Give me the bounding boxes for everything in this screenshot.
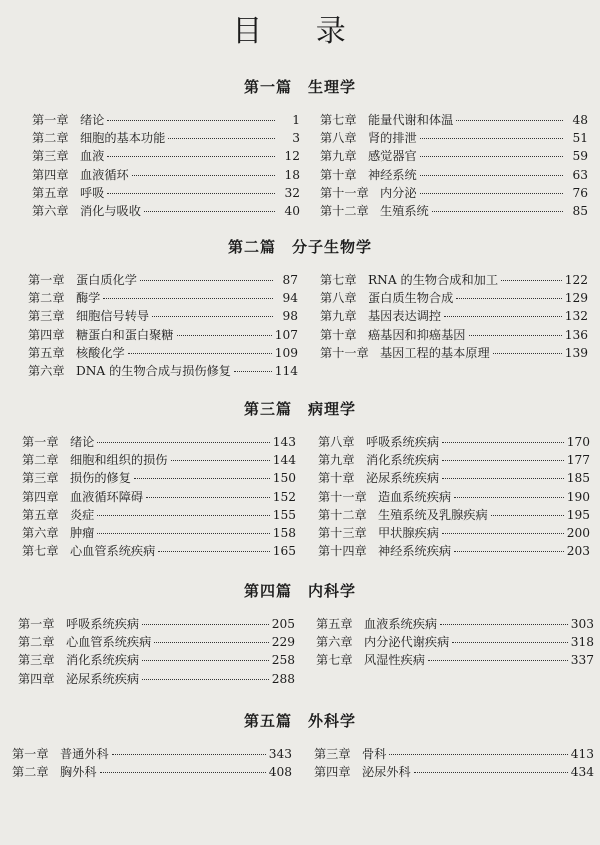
chapter-title: 血液循环	[80, 167, 129, 182]
dot-leader	[442, 460, 564, 461]
toc-entry[interactable]	[28, 362, 298, 380]
toc-entry[interactable]	[22, 451, 296, 469]
chapter-title: 癌基因和抑癌基因	[368, 327, 466, 342]
page-number: 129	[564, 291, 588, 306]
chapter-number: 第四章	[22, 489, 59, 504]
part-section	[0, 580, 600, 715]
chapter-title: 神经系统	[368, 167, 417, 182]
chapter-number: 第十章	[320, 327, 357, 342]
chapter-number: 第五章	[316, 617, 353, 631]
dot-leader	[103, 298, 273, 299]
chapter-title: 蛋白质生物合成	[368, 291, 454, 306]
chapter-number: 第八章	[318, 435, 355, 449]
chapter-title: 心血管系统疾病	[66, 635, 152, 650]
chapter-title: 甲状腺疾病	[378, 525, 439, 540]
right-column	[318, 433, 590, 560]
page-number: 155	[272, 507, 296, 522]
chapter-title: 糖蛋白和蛋白聚糖	[76, 327, 174, 342]
page-number: 177	[566, 453, 590, 468]
toc-entry[interactable]	[28, 271, 298, 289]
dot-leader	[442, 533, 564, 534]
chapter-title: 细胞信号转导	[76, 309, 150, 324]
page-number: 318	[570, 635, 594, 650]
part-title: 第五篇 外科学	[243, 712, 356, 730]
page-number: 144	[272, 453, 296, 468]
page-number: 165	[272, 544, 296, 559]
dot-leader	[456, 298, 561, 299]
chapter-number: 第十一章	[318, 489, 367, 504]
page-number: 3	[292, 131, 300, 146]
chapter-number: 第六章	[32, 203, 69, 218]
page-number: 229	[271, 635, 295, 650]
chapter-number: 第二章	[32, 131, 69, 146]
dot-leader	[420, 175, 563, 176]
chapter-title: 能量代谢和体温	[368, 113, 454, 127]
chapter-title: 绪论	[80, 113, 105, 127]
chapter-title: 血液系统疾病	[364, 617, 438, 631]
dot-leader	[107, 193, 275, 194]
part-title: 第二篇 分子生物学	[227, 238, 372, 256]
page-number: 303	[570, 617, 594, 631]
part-title: 第四篇 内科学	[243, 582, 356, 600]
dot-leader	[142, 660, 269, 661]
toc-entry[interactable]	[32, 111, 300, 129]
chapter-number: 第八章	[320, 291, 357, 306]
chapter-number: 第八章	[320, 131, 357, 146]
toc-entry[interactable]	[12, 763, 292, 781]
dot-leader	[234, 371, 272, 372]
part-columns	[0, 433, 600, 559]
page-number: 205	[271, 617, 295, 631]
chapter-number: 第三章	[22, 471, 59, 486]
chapter-number: 第十一章	[320, 345, 369, 360]
page-number: 150	[272, 471, 296, 486]
chapter-number: 第十章	[320, 167, 357, 182]
chapter-title: 普通外科	[60, 747, 109, 761]
page-number: 170	[566, 435, 590, 449]
dot-leader	[452, 642, 567, 643]
chapter-number: 第六章	[316, 635, 353, 650]
chapter-number: 第七章	[320, 113, 357, 127]
dot-leader	[154, 642, 268, 643]
chapter-title: 呼吸	[80, 185, 105, 200]
dot-leader	[454, 497, 564, 498]
chapter-number: 第二章	[28, 291, 65, 306]
chapter-title: 造血系统疾病	[378, 489, 452, 504]
toc-entry[interactable]	[22, 488, 296, 506]
left-column	[32, 111, 300, 220]
dot-leader	[454, 551, 564, 552]
page-number: 51	[572, 131, 588, 146]
chapter-number: 第六章	[22, 525, 59, 540]
toc-entry[interactable]	[18, 633, 295, 651]
toc-entry[interactable]	[22, 542, 296, 560]
dot-leader	[168, 138, 275, 139]
part-title: 第三篇 病理学	[243, 400, 356, 418]
left-column	[18, 615, 295, 688]
dot-leader	[146, 497, 270, 498]
chapter-title: 核酸化学	[76, 345, 125, 360]
toc-entry[interactable]	[316, 651, 594, 669]
toc-entry[interactable]	[320, 289, 588, 307]
toc-entry[interactable]	[22, 433, 296, 451]
page-number: 76	[572, 185, 588, 200]
toc-entry[interactable]	[316, 633, 594, 651]
page-number: 87	[282, 273, 298, 287]
page-number: 139	[564, 345, 588, 360]
chapter-number: 第五章	[22, 507, 59, 522]
toc-entry[interactable]	[22, 524, 296, 542]
left-column	[22, 433, 296, 560]
part-section	[0, 398, 600, 559]
toc-entry[interactable]	[314, 763, 594, 781]
chapter-number: 第七章	[320, 273, 357, 287]
page-number: 1	[292, 113, 300, 127]
toc-entry[interactable]	[320, 147, 588, 165]
page-number: 85	[572, 203, 588, 218]
page-number: 185	[566, 471, 590, 486]
dot-leader	[444, 316, 562, 317]
chapter-title: 胸外科	[60, 765, 97, 780]
chapter-title: 心血管系统疾病	[70, 544, 156, 559]
page-number: 40	[284, 203, 300, 218]
chapter-title: 呼吸系统疾病	[66, 617, 140, 631]
chapter-title: 风湿性疾病	[364, 653, 425, 668]
chapter-number: 第四章	[18, 671, 55, 686]
chapter-title: 呼吸系统疾病	[366, 435, 440, 449]
toc-entry[interactable]	[22, 506, 296, 524]
page-number: 98	[282, 309, 298, 324]
chapter-title: 绪论	[70, 435, 95, 449]
page-number: 337	[570, 653, 594, 668]
left-column	[28, 271, 298, 380]
toc-entry[interactable]	[32, 147, 300, 165]
part-columns	[0, 745, 600, 845]
dot-leader	[177, 335, 272, 336]
toc-entry[interactable]	[28, 307, 298, 325]
chapter-number: 第一章	[18, 617, 55, 631]
toc-entry[interactable]	[316, 615, 594, 633]
chapter-number: 第十二章	[318, 507, 367, 522]
chapter-number: 第十二章	[320, 203, 369, 218]
chapter-title: 消化系统疾病	[366, 453, 440, 468]
dot-leader	[414, 772, 568, 773]
page-number: 258	[271, 653, 295, 668]
dot-leader	[97, 533, 269, 534]
page-number: 413	[570, 747, 594, 761]
dot-leader	[456, 120, 563, 121]
dot-leader	[158, 551, 269, 552]
chapter-number: 第一章	[28, 273, 65, 287]
page-number: 158	[272, 525, 296, 540]
chapter-number: 第九章	[318, 453, 355, 468]
dot-leader	[493, 353, 562, 354]
chapter-number: 第十一章	[320, 185, 369, 200]
page-number: 132	[564, 309, 588, 324]
chapter-title: RNA 的生物合成和加工	[368, 273, 499, 287]
page-number: 94	[282, 291, 298, 306]
toc-entry[interactable]	[320, 166, 588, 184]
page-title: 目 录	[232, 14, 368, 49]
toc-entry[interactable]	[28, 326, 298, 344]
chapter-title: 细胞的基本功能	[80, 131, 166, 146]
page-number: 190	[566, 489, 590, 504]
toc-entry[interactable]	[32, 184, 300, 202]
chapter-number: 第二章	[12, 765, 49, 780]
right-column	[316, 615, 594, 670]
dot-leader	[428, 660, 568, 661]
toc-entry[interactable]	[320, 307, 588, 325]
chapter-number: 第十三章	[318, 525, 367, 540]
dot-leader	[389, 754, 567, 755]
dot-leader	[128, 353, 272, 354]
chapter-number: 第三章	[28, 309, 65, 324]
dot-leader	[442, 478, 564, 479]
dot-leader	[97, 442, 269, 443]
toc-entry[interactable]	[22, 469, 296, 487]
chapter-title: DNA 的生物合成与损伤修复	[76, 363, 231, 378]
chapter-title: 泌尿外科	[362, 765, 411, 780]
page-number: 408	[268, 765, 292, 780]
dot-leader	[432, 211, 563, 212]
chapter-number: 第三章	[314, 747, 351, 761]
dot-leader	[140, 280, 273, 281]
right-column	[314, 745, 594, 781]
chapter-number: 第一章	[22, 435, 59, 449]
toc-entry[interactable]	[318, 469, 590, 487]
page-number: 107	[274, 327, 298, 342]
page-number: 288	[271, 671, 295, 686]
toc-entry[interactable]	[318, 524, 590, 542]
chapter-number: 第四章	[28, 327, 65, 342]
chapter-title: 基因表达调控	[368, 309, 442, 324]
chapter-number: 第二章	[18, 635, 55, 650]
right-column	[320, 111, 588, 220]
chapter-number: 第七章	[22, 544, 59, 559]
chapter-title: 生殖系统及乳腺疾病	[378, 507, 488, 522]
toc-entry[interactable]	[12, 745, 292, 763]
chapter-title: 感觉器官	[368, 149, 417, 164]
chapter-title: 泌尿系统疾病	[66, 671, 140, 686]
chapter-number: 第三章	[18, 653, 55, 668]
page-number: 136	[564, 327, 588, 342]
dot-leader	[107, 120, 275, 121]
toc-entry[interactable]	[320, 344, 588, 362]
dot-leader	[440, 624, 568, 625]
dot-leader	[420, 193, 563, 194]
toc-entry[interactable]	[320, 271, 588, 289]
chapter-number: 第一章	[32, 113, 69, 127]
page-number: 12	[284, 149, 300, 164]
toc-entry[interactable]	[320, 202, 588, 220]
chapter-number: 第二章	[22, 453, 59, 468]
chapter-number: 第九章	[320, 149, 357, 164]
toc-entry[interactable]	[320, 184, 588, 202]
chapter-title: 骨科	[362, 747, 387, 761]
page-number: 143	[272, 435, 296, 449]
page-number: 203	[566, 544, 590, 559]
chapter-number: 第十四章	[318, 544, 367, 559]
dot-leader	[152, 316, 273, 317]
toc-entry[interactable]	[320, 129, 588, 147]
chapter-number: 第五章	[32, 185, 69, 200]
part-section	[0, 76, 600, 218]
page-number: 32	[284, 185, 300, 200]
dot-leader	[420, 156, 563, 157]
chapter-title: 肾的排泄	[368, 131, 417, 146]
dot-leader	[491, 515, 564, 516]
dot-leader	[142, 624, 269, 625]
toc-entry[interactable]	[318, 433, 590, 451]
page-number: 114	[274, 363, 298, 378]
chapter-number: 第九章	[320, 309, 357, 324]
dot-leader	[134, 478, 270, 479]
toc-entry[interactable]	[32, 202, 300, 220]
chapter-title: 消化系统疾病	[66, 653, 140, 668]
dot-leader	[144, 211, 275, 212]
chapter-title: 血液循环障碍	[70, 489, 144, 504]
dot-leader	[442, 442, 564, 443]
chapter-title: 内分泌代谢疾病	[364, 635, 450, 650]
chapter-title: 蛋白质化学	[76, 273, 137, 287]
dot-leader	[107, 156, 275, 157]
page-number: 195	[566, 507, 590, 522]
dot-leader	[100, 772, 266, 773]
chapter-title: 肿瘤	[70, 525, 95, 540]
page-number: 18	[284, 167, 300, 182]
chapter-number: 第三章	[32, 149, 69, 164]
chapter-number: 第四章	[32, 167, 69, 182]
page-number: 109	[274, 345, 298, 360]
part-section	[0, 236, 600, 378]
dot-leader	[420, 138, 563, 139]
dot-leader	[469, 335, 562, 336]
toc-entry[interactable]	[314, 745, 594, 763]
chapter-title: 消化与吸收	[80, 203, 141, 218]
chapter-number: 第一章	[12, 747, 49, 761]
chapter-title: 细胞和组织的损伤	[70, 453, 168, 468]
chapter-title: 酶学	[76, 291, 101, 306]
dot-leader	[97, 515, 269, 516]
chapter-number: 第十章	[318, 471, 355, 486]
chapter-title: 生殖系统	[380, 203, 429, 218]
part-columns	[0, 271, 600, 378]
chapter-title: 基因工程的基本原理	[380, 345, 490, 360]
toc-entry[interactable]	[18, 615, 295, 633]
left-column	[12, 745, 292, 781]
toc-entry[interactable]	[320, 111, 588, 129]
right-column	[320, 271, 588, 362]
chapter-number: 第四章	[314, 765, 351, 780]
toc-entry[interactable]	[32, 166, 300, 184]
page-number: 152	[272, 489, 296, 504]
chapter-title: 神经系统疾病	[378, 544, 452, 559]
toc-entry[interactable]	[28, 344, 298, 362]
page-number: 434	[570, 765, 594, 780]
chapter-number: 第六章	[28, 363, 65, 378]
part-columns	[0, 111, 600, 218]
toc-entry[interactable]	[318, 506, 590, 524]
chapter-title: 内分泌	[380, 185, 417, 200]
page-number: 343	[268, 747, 292, 761]
part-columns	[0, 615, 600, 715]
toc-entry[interactable]	[318, 542, 590, 560]
toc-entry[interactable]	[28, 289, 298, 307]
page-number: 200	[566, 525, 590, 540]
chapter-number: 第七章	[316, 653, 353, 668]
dot-leader	[132, 175, 275, 176]
dot-leader	[142, 679, 269, 680]
dot-leader	[112, 754, 266, 755]
chapter-number: 第五章	[28, 345, 65, 360]
page-number: 59	[572, 149, 588, 164]
chapter-title: 血液	[80, 149, 105, 164]
toc-entry[interactable]	[320, 326, 588, 344]
chapter-title: 泌尿系统疾病	[366, 471, 440, 486]
chapter-title: 炎症	[70, 507, 95, 522]
dot-leader	[501, 280, 562, 281]
page-number: 63	[572, 167, 588, 182]
toc-entry[interactable]	[318, 488, 590, 506]
page-number: 122	[564, 273, 588, 287]
toc-entry[interactable]	[32, 129, 300, 147]
toc-entry[interactable]	[18, 651, 295, 669]
toc-entry[interactable]	[318, 451, 590, 469]
page-number: 48	[572, 113, 588, 127]
toc-entry[interactable]	[18, 670, 295, 688]
part-title: 第一篇 生理学	[243, 78, 356, 96]
dot-leader	[171, 460, 270, 461]
chapter-title: 损伤的修复	[70, 471, 131, 486]
